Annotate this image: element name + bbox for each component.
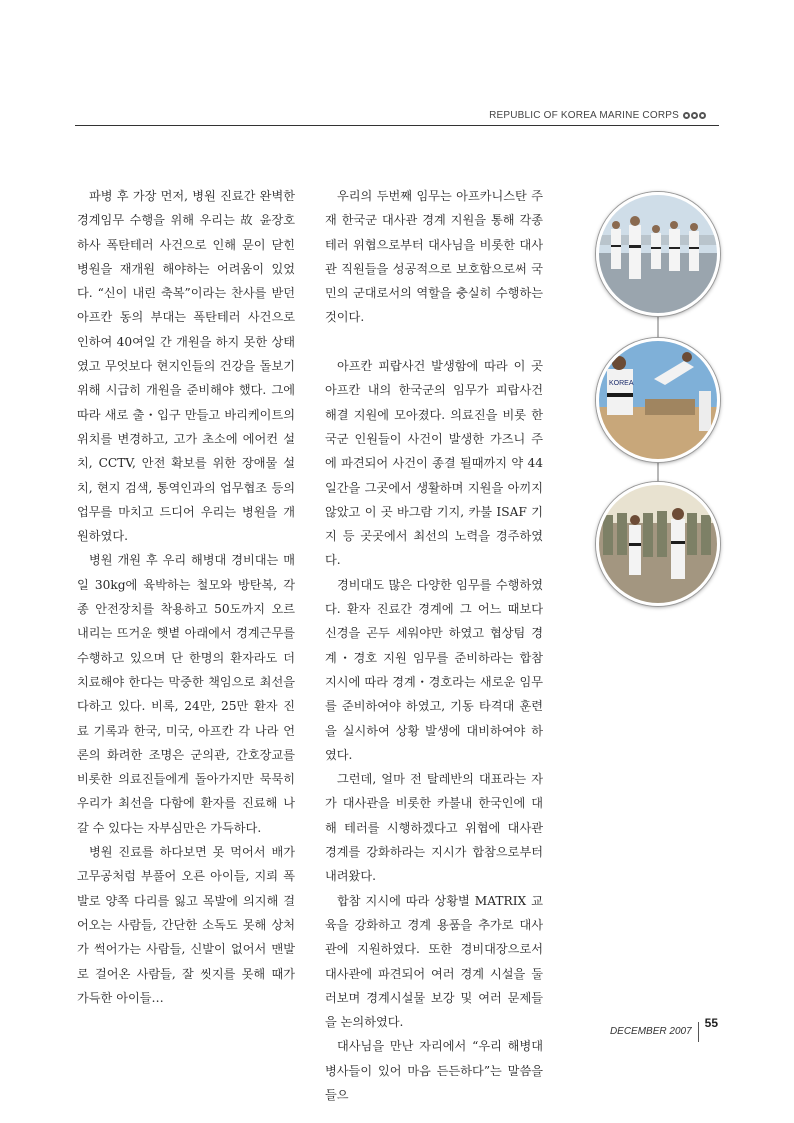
paragraph: 경비대도 많은 다양한 임무를 수행하였다. 환자 진료간 경계에 그 어느 때보다 신경을 곤두 세워야만 하였고 협상팀 경계・경호 지원 임무를 준비하라는 합참 지시에 따라 경계・경호라는 새로운 임무를 준비하여야 하였고, 기동 타격대 훈련을 실시하여 상황 발생에 대비하여야 하였다. — [325, 577, 543, 762]
footer-divider — [698, 1022, 699, 1042]
paragraph: 그런데, 얼마 전 탈레반의 대표라는 자가 대사관을 비롯한 카불내 한국인에 대해 테러를 시행하겠다고 위협에 대사관 경계를 강화하라는 지시가 합참으로부터 내려왔다. — [325, 772, 543, 884]
article-column-left — [77, 184, 295, 1010]
group-ceremony-photo — [596, 482, 720, 606]
paragraph: 대사님을 만난 자리에서 “우리 해병대 병사들이 있어 마음 든든하다”는 말씀을 들으 — [325, 1039, 543, 1102]
header-title: REPUBLIC OF KOREA MARINE CORPS — [489, 110, 679, 121]
paragraph: 우리의 두번째 임무는 아프카니스탄 주재 한국군 대사관 경계 지원을 통해 각종 테러 위협으로부터 대사님을 비롯한 대사관 직원들을 성공적으로 보호함으로써 국민의 군대로서의 역할을 충실히 수행하는 것이다. — [325, 189, 543, 325]
paragraph: 아프칸 피랍사건 발생함에 따라 이 곳 아프칸 내의 한국군의 임무가 피랍사건 해결 지원에 모아졌다. 의료진을 비롯 한국군 인원들이 사건이 발생한 가즈니 주에 파견되어 사건이 종결 될때까지 약 44일간을 그곳에서 생활하며 지원을 아끼지 않았고 이 곳 바그람 기지, 카불 ISAF 기지 등 곳곳에서 최선의 노력을 경주하였다. — [325, 359, 543, 568]
flying-kick-photo — [596, 338, 720, 462]
rings-logo-icon — [683, 112, 706, 119]
header-divider — [75, 125, 719, 126]
paragraph: 병원 개원 후 우리 해병대 경비대는 매일 30kg에 육박하는 철모와 방탄복, 각종 안전장치를 착용하고 50도까지 오르내리는 뜨거운 햇볕 아래에서 경계근무를 수행하고 있으며 단 한명의 환자라도 더 치료해야 한다는 막중한 책임으로 최선을 다하고 있다. 비록, 24만, 25만 환자 진료 기록과 한국, 미국, 아프칸 각 나라 언론의 화려한 조명은 군의관, 간호장교를 비롯한 의료진들에게 돌아가지만 묵묵히 우리가 최선을 다함에 환자를 진료해 나갈 수 있다는 자부심만은 가득하다. — [77, 553, 295, 835]
magazine-header — [489, 110, 706, 121]
paragraph: 합참 지시에 따라 상황별 MATRIX 교육을 강화하고 경계 용품을 추가로 대사관에 지원하였다. 또한 경비대장으로서 대사관에 파견되어 여러 경계 시설을 둘러보며 경계시설물 보강 및 여러 문제들을 논의하였다. — [325, 893, 543, 1030]
paragraph: 병원 진료를 하다보면 못 먹어서 배가 고무공처럼 부풀어 오른 아이들, 지뢰 폭발로 양쪽 다리를 잃고 목발에 의지해 걸어오는 사람들, 간단한 소독도 못해 상처가 썩어가는 사람들, 신발이 없어서 맨발로 걸어온 사람들, 잘 씻지를 못해 때가 가득한 아이들… — [77, 845, 295, 1005]
page-footer — [610, 1016, 718, 1042]
uniform-lettering: KOREA — [609, 380, 634, 387]
article-column-right — [325, 184, 543, 1107]
page-number: 55 — [704, 1016, 718, 1030]
issue-date: DECEMBER 2007 — [609, 1026, 692, 1037]
paragraph: 파병 후 가장 먼저, 병원 진료간 완벽한 경계임무 수행을 위해 우리는 故 윤장호 하사 폭탄테러 사건으로 인해 문이 닫힌 병원을 재개원 해야하는 어려움이 있었다. “신이 내린 축복”이라는 찬사를 받던 아프칸 동의 부대는 폭탄테러 사건으로 인하여 40여일 간 개원을 하지 못한 상태였고 무엇보다 현지인들의 건강을 돌보기 위해 시급히 개원을 준비해야 했다. 그에 따라 새로 출・입구 만들고 바리케이트의 위치를 변경하고, 고가 초소에 에어컨 설치, CCTV, 안전 확보를 위한 장애물 설치, 현지 검색, 통역인과의 업무협조 등의 업무를 마치고 드디어 우리는 병원을 개원하였다. — [77, 189, 295, 544]
photo-stack — [596, 192, 720, 612]
taekwondo-demo-photo — [596, 192, 720, 316]
